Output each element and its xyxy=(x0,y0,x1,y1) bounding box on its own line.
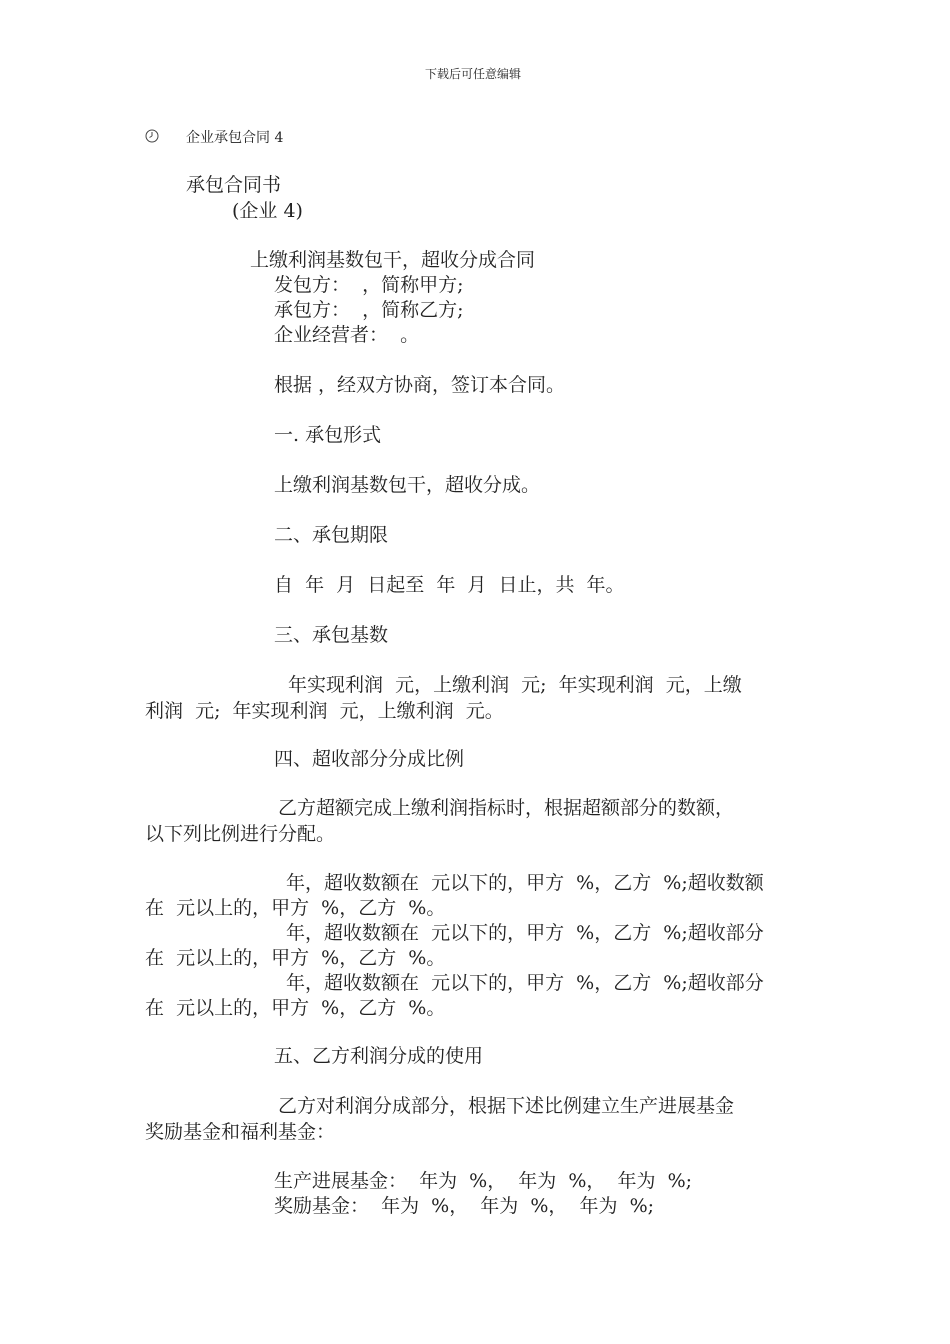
section-4-heading: 四、超收部分分成比例 xyxy=(274,748,465,770)
doc-link-label[interactable]: 企业承包合同 4 xyxy=(186,130,284,146)
section-4-item: 年，超收数额在 元以下的，甲方 %，乙方 %;超收部分 xyxy=(286,922,764,944)
section-4-item: 在 元以上的，甲方 %，乙方 %。 xyxy=(145,947,446,969)
fund-production: 生产进展基金： 年为 %， 年为 %， 年为 %; xyxy=(274,1170,693,1192)
section-1-heading: 一. 承包形式 xyxy=(274,424,382,446)
clock-icon xyxy=(145,129,159,143)
doc-title: 承包合同书 xyxy=(186,174,282,196)
section-4-item: 年，超收数额在 元以下的，甲方 %，乙方 %;超收部分 xyxy=(286,972,764,994)
preamble: 根据 ，经双方协商，签订本合同。 xyxy=(274,374,566,396)
section-4-intro: 乙方超额完成上缴利润指标时，根据超额部分的数额， xyxy=(278,797,735,819)
section-4-item: 年，超收数额在 元以下的，甲方 %，乙方 %;超收数额 xyxy=(286,872,764,894)
section-3-heading: 三、承包基数 xyxy=(274,624,389,646)
section-5-heading: 五、乙方利润分成的使用 xyxy=(274,1045,484,1067)
section-1-body: 上缴利润基数包干，超收分成。 xyxy=(274,474,541,496)
section-5-intro: 奖励基金和福利基金： xyxy=(145,1121,336,1143)
party-a: 发包方： ，简称甲方; xyxy=(274,274,464,296)
section-3-line: 利润 元; 年实现利润 元，上缴利润 元。 xyxy=(145,700,504,722)
section-5-intro: 乙方对利润分成部分，根据下述比例建立生产进展基金 xyxy=(278,1095,735,1117)
section-2-heading: 二、承包期限 xyxy=(274,524,389,546)
header-note: 下载后可任意编辑 xyxy=(425,67,522,81)
section-4-item: 在 元以上的，甲方 %，乙方 %。 xyxy=(145,897,446,919)
party-b: 承包方： ，简称乙方; xyxy=(274,299,464,321)
section-4-intro: 以下列比例进行分配。 xyxy=(145,823,336,845)
fund-reward: 奖励基金： 年为 %， 年为 %， 年为 %; xyxy=(274,1195,655,1217)
operator: 企业经营者： 。 xyxy=(274,324,420,346)
section-4-item: 在 元以上的，甲方 %，乙方 %。 xyxy=(145,997,446,1019)
section-3-line: 年实现利润 元，上缴利润 元; 年实现利润 元，上缴 xyxy=(288,674,742,696)
contract-type: 上缴利润基数包干，超收分成合同 xyxy=(250,249,536,271)
doc-subtitle: (企业 4) xyxy=(232,200,303,222)
section-2-body: 自 年 月 日起至 年 月 日止，共 年。 xyxy=(274,574,625,596)
